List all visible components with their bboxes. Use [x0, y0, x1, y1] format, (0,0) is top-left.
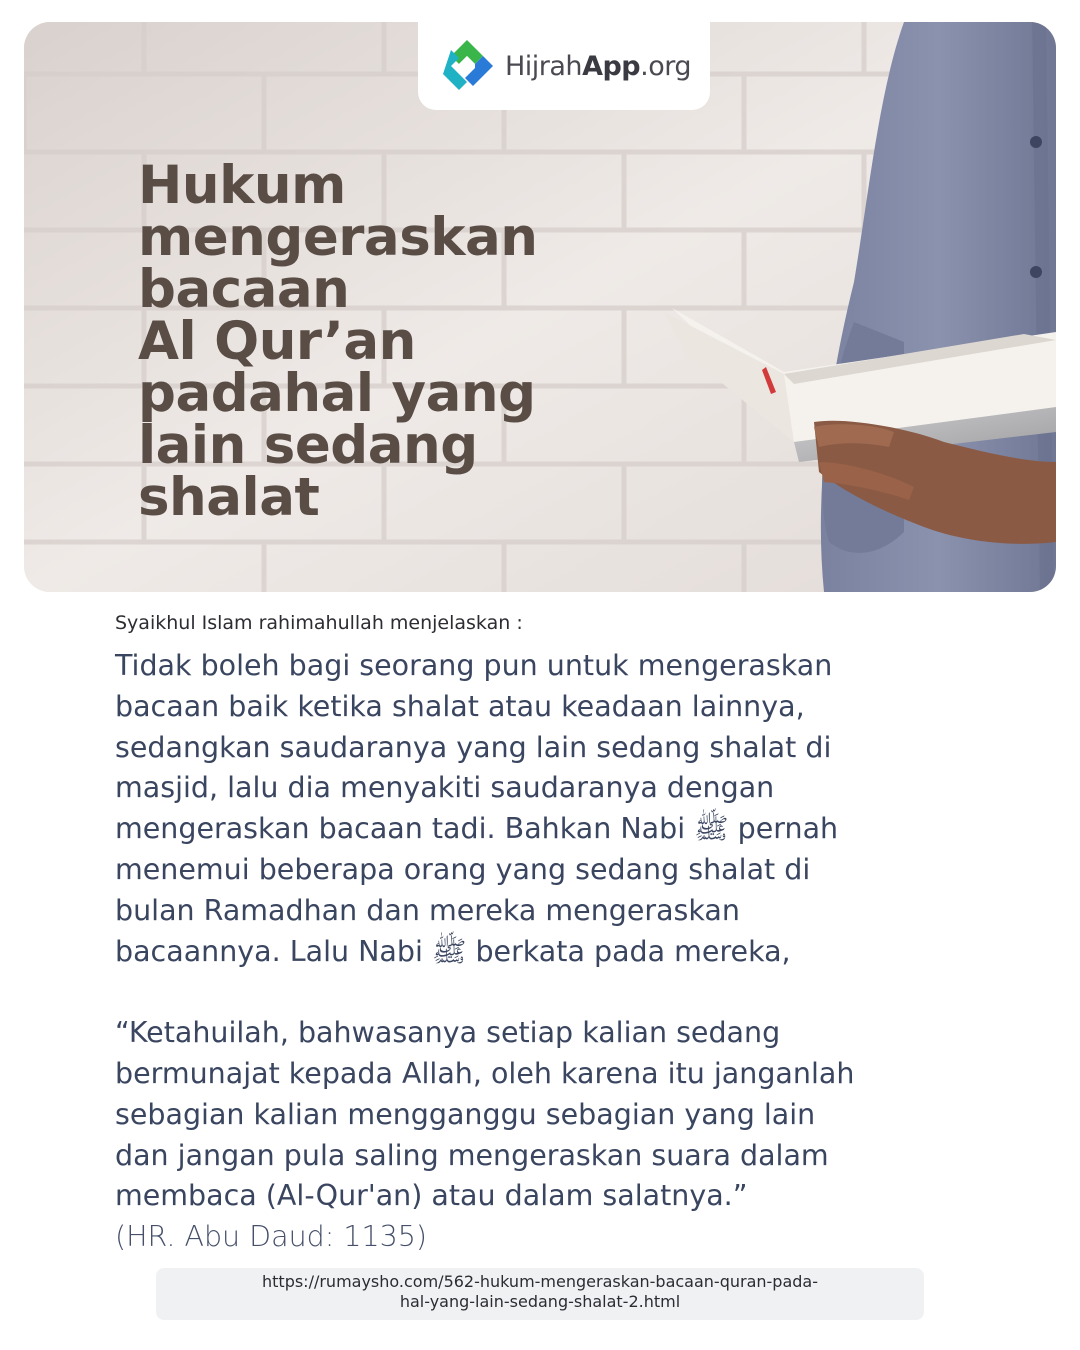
hero-title-line: Al Qur’an	[138, 311, 416, 372]
hero-title-line: padahal yang	[138, 363, 536, 424]
hijrahapp-logo-icon	[437, 36, 497, 96]
paragraph-line: Tidak boleh bagi seorang pun untuk mengeraskan	[115, 649, 833, 682]
brand-name-bold: App	[582, 50, 641, 82]
paragraph-spacer	[115, 972, 965, 1013]
paragraph-line: bacaan baik ketika shalat atau keadaan lainnya,	[115, 689, 805, 723]
quote-line: “Ketahuilah, bahwasanya setiap kalian sedang	[115, 1016, 781, 1050]
quote-line: membaca (Al-Qur'an) atau dalam salatnya.”	[115, 1179, 748, 1213]
brand-name	[505, 51, 691, 82]
hero-title-line: bacaan	[138, 259, 350, 320]
paragraph-line: mengeraskan bacaan tadi. Bahkan Nabi ﷺ pernah	[115, 812, 839, 846]
brand-logo-card[interactable]	[418, 22, 710, 110]
hero-title-line: Hukum	[138, 155, 346, 216]
quote-line: dan jangan pula saling mengeraskan suara dalam	[115, 1138, 829, 1172]
hadith-quote	[115, 1013, 965, 1258]
quote-line: sebagian kalian mengganggu sebagian yang lain	[115, 1097, 816, 1131]
hero-banner	[24, 22, 1056, 592]
source-url-line: https://rumaysho.com/562-hukum-mengeraskan-bacaan-quran-pada-	[262, 1272, 818, 1291]
paragraph-line: bulan Ramadhan dan mereka mengeraskan	[115, 893, 740, 927]
brand-name-regular: Hijrah	[504, 50, 583, 82]
source-url-line: hal-yang-lain-sedang-shalat-2.html	[399, 1292, 681, 1311]
explanation-paragraph	[115, 646, 965, 972]
hadith-reference: (HR. Abu Daud: 1135)	[115, 1220, 428, 1254]
brand-name-suffix: .org	[640, 50, 691, 82]
hero-title-line: lain sedang	[138, 415, 478, 476]
paragraph-line: bacaannya. Lalu Nabi ﷺ berkata pada mereka,	[115, 934, 791, 968]
hero-title	[138, 155, 608, 528]
hero-title-line: shalat	[138, 467, 320, 528]
paragraph-line: menemui beberapa orang yang sedang shalat di	[115, 852, 811, 886]
paragraph-line: masjid, lalu dia menyakiti saudaranya dengan	[115, 771, 775, 805]
paragraph-line: sedangkan saudaranya yang lain sedang shalat di	[115, 730, 832, 764]
article-body	[115, 646, 965, 1258]
quote-line: bermunajat kepada Allah, oleh karena itu janganlah	[115, 1056, 855, 1090]
source-link[interactable]	[156, 1268, 924, 1320]
article-intro: Syaikhul Islam rahimahullah menjelaskan :	[115, 612, 523, 634]
hero-title-line: mengeraskan	[138, 207, 538, 268]
